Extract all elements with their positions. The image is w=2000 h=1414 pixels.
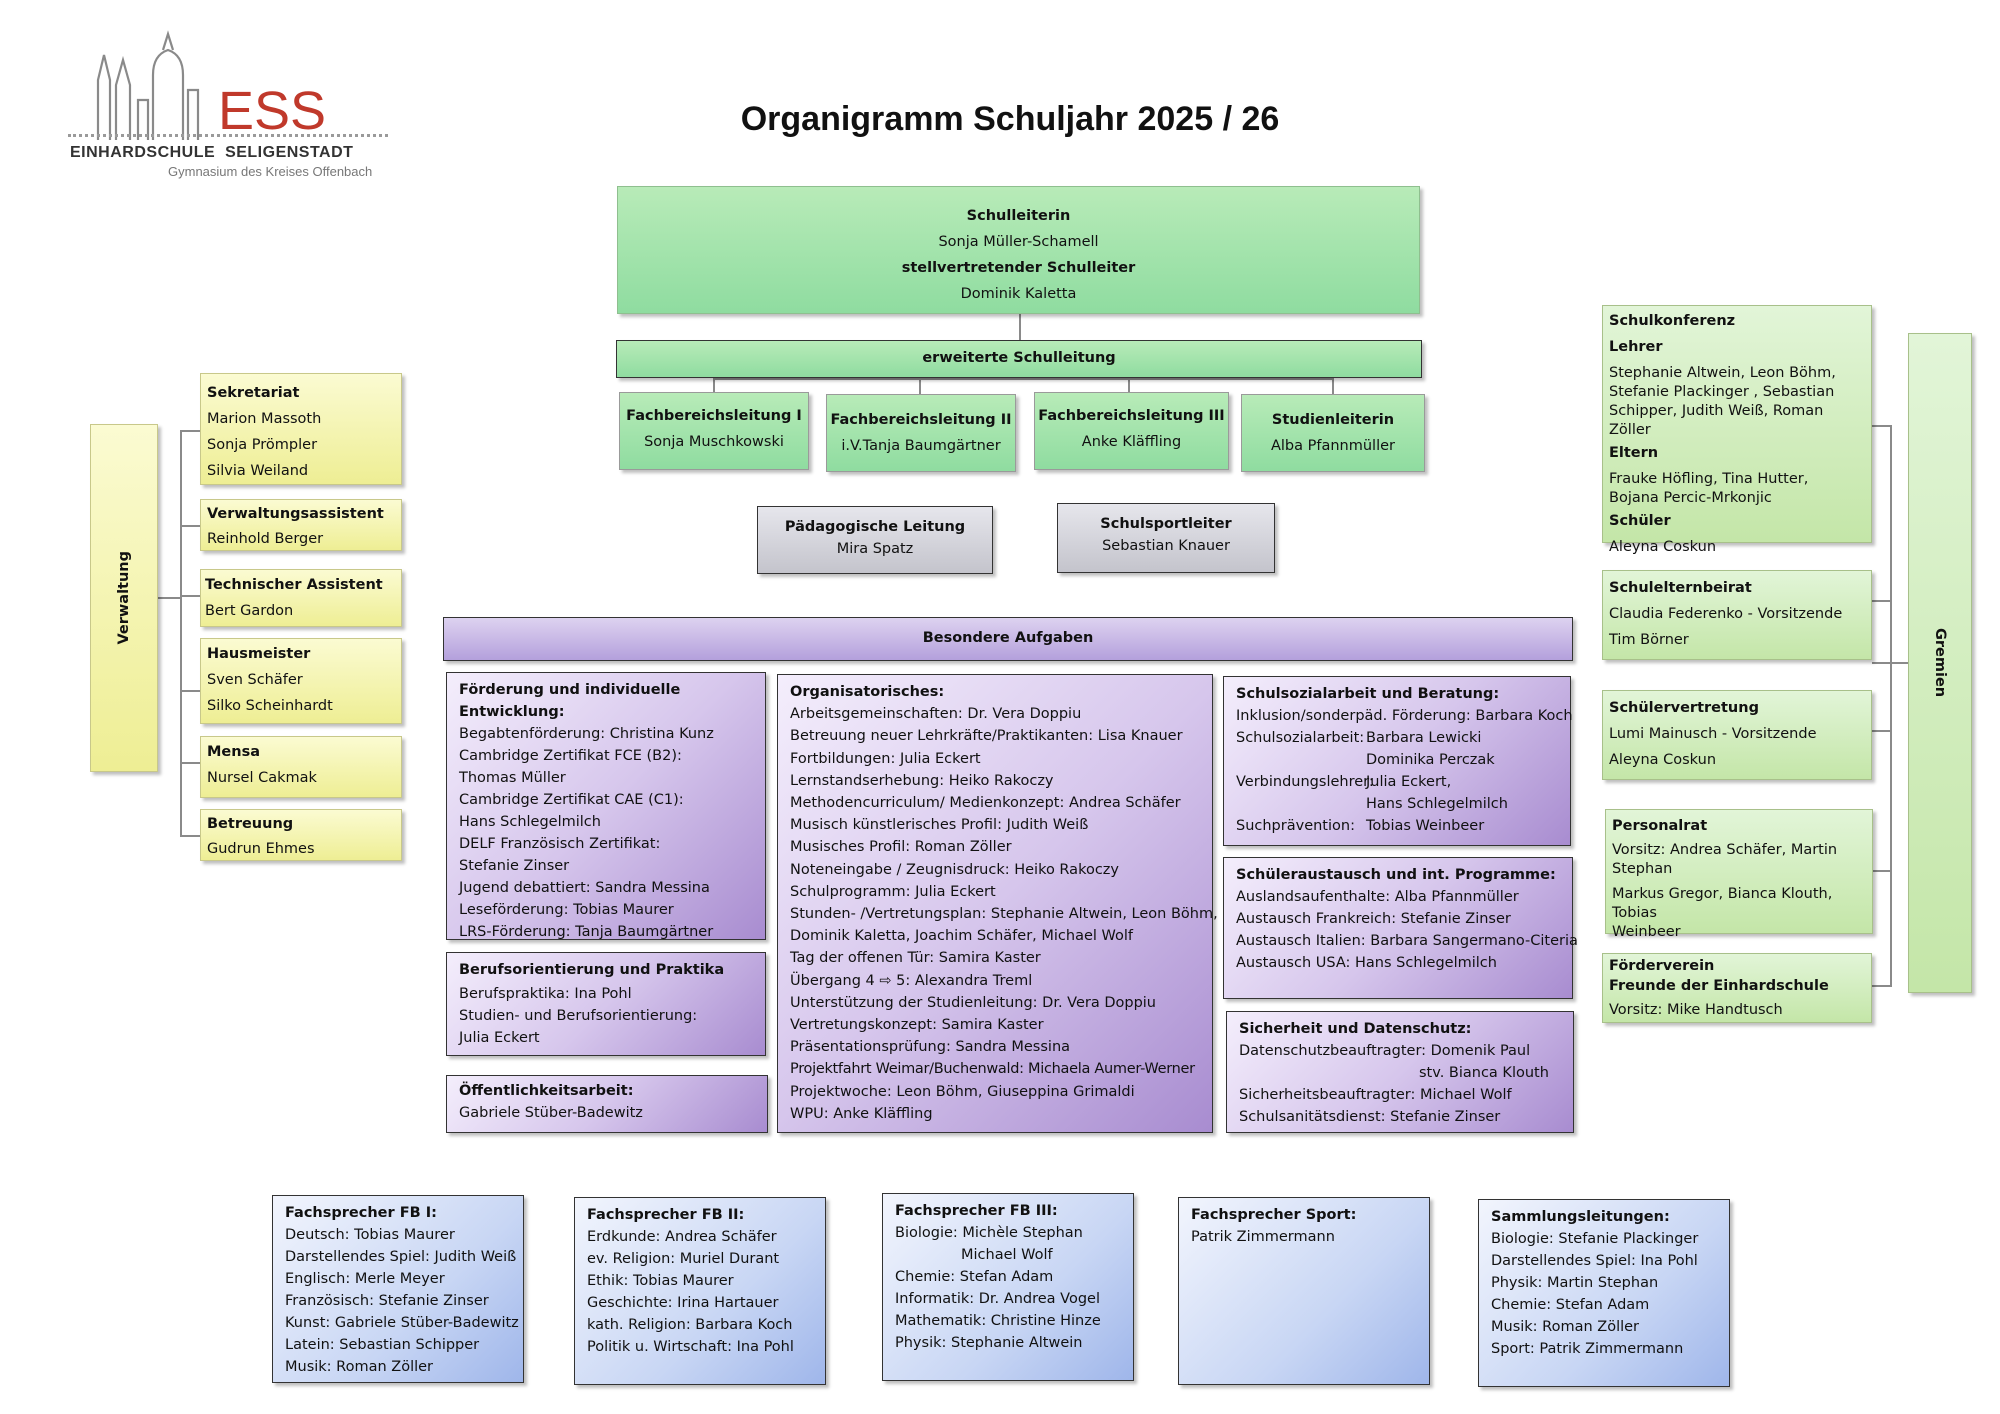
connector	[919, 378, 921, 394]
box-line: Schulprogramm: Julia Eckert	[790, 883, 996, 900]
verwaltung-label	[90, 424, 158, 772]
box-line: Stephanie Altwein, Leon Böhm,	[1609, 365, 1836, 381]
box-line: Projektfahrt Weimar/Buchenwald: Michaela Aumer-Werner	[790, 1061, 1195, 1078]
school-logo	[68, 30, 398, 180]
sicherheit-datenschutz-box	[1226, 1011, 1574, 1133]
box-title: Personalrat	[1612, 818, 1708, 834]
box-line: Latein: Sebastian Schipper	[285, 1337, 480, 1353]
hausmeister-box	[200, 638, 402, 724]
box-line: Sonja Prömpler	[207, 437, 318, 453]
oeffentlichkeitsarbeit-box	[446, 1075, 768, 1133]
besondere-aufgaben-bar: Besondere Aufgaben	[443, 617, 1573, 661]
connector	[180, 430, 200, 432]
verwaltungsassistent-box	[200, 499, 402, 551]
connector	[180, 430, 182, 835]
box-line: Bojana Percic-Mrkonjic	[1609, 490, 1772, 506]
gremien-label	[1908, 333, 1972, 993]
box-title: Organisatorisches:	[790, 684, 945, 700]
box-line: Arbeitsgemeinschaften: Dr. Vera Doppiu	[790, 706, 1082, 723]
box-line: Vertretungskonzept: Samira Kaster	[790, 1017, 1044, 1034]
box-line: Tim Börner	[1609, 632, 1689, 648]
box-line: Sicherheitsbeauftragter: Michael Wolf	[1239, 1087, 1512, 1103]
logo-subtitle: Gymnasium des Kreises Offenbach	[168, 164, 373, 179]
connector	[158, 597, 180, 599]
box-line: Michael Wolf	[961, 1247, 1053, 1263]
pair-value: Barbara Lewicki	[1366, 730, 1482, 746]
studienleiterin-box	[1241, 394, 1425, 472]
fachbereich-name: Alba Pfannmüller	[1270, 438, 1395, 454]
box-title: Sekretariat	[207, 385, 300, 401]
paed-title: Pädagogische Leitung	[784, 519, 966, 535]
box-line: Austausch Italien: Barbara Sangermano-Citeria	[1236, 933, 1578, 949]
sekretariat-box	[200, 373, 402, 485]
verwaltung-label-text: Verwaltung	[116, 551, 132, 645]
box-line: WPU: Anke Kläffling	[790, 1105, 933, 1122]
pair-key	[1236, 749, 1366, 771]
box-line: Französisch: Stefanie Zinser	[285, 1293, 489, 1309]
box-line: Stefanie Plackinger , Sebastian	[1609, 384, 1835, 400]
personalrat-box	[1605, 809, 1873, 940]
box-line: Biologie: Michèle Stephan	[895, 1225, 1083, 1241]
schueleraustausch-box	[1223, 857, 1578, 999]
foerderung-box	[446, 672, 766, 940]
box-title: Schülervertretung	[1609, 700, 1759, 716]
fachbereich-title: Studienleiterin	[1271, 412, 1395, 428]
schulleiterin-name: Sonja Müller-Schamell	[938, 234, 1099, 250]
connector	[1019, 314, 1021, 340]
fachsprecher-fb1-box	[272, 1195, 524, 1383]
box-title: Fachsprecher FB I:	[285, 1205, 437, 1221]
box-subtitle: Schüler	[1609, 513, 1671, 529]
schulleitung-box	[617, 186, 1420, 314]
connector	[1872, 600, 1892, 602]
box-title: Förderung und individuelle Entwicklung:	[459, 682, 681, 720]
box-line: Musik: Roman Zöller	[285, 1359, 434, 1375]
box-line: Informatik: Dr. Andrea Vogel	[895, 1291, 1100, 1307]
box-line: Fortbildungen: Julia Eckert	[790, 750, 981, 767]
connector	[180, 690, 200, 692]
box-subtitle: Eltern	[1609, 445, 1659, 461]
box-line: Stefanie Zinser	[459, 858, 570, 874]
fachbereich-2-box	[826, 394, 1016, 472]
box-title: Schüleraustausch und int. Programme:	[1236, 867, 1556, 883]
box-line: Tag der offenen Tür: Samira Kaster	[790, 950, 1041, 967]
box-title: Verwaltungsassistent	[207, 506, 384, 522]
box-line: Auslandsaufenthalte: Alba Pfannmüller	[1236, 889, 1519, 905]
box-line: Ethik: Tobias Maurer	[587, 1273, 734, 1289]
betreuung-box	[200, 809, 402, 861]
box-line: Weinbeer	[1612, 924, 1681, 940]
box-line: Frauke Höfling, Tina Hutter,	[1609, 471, 1809, 487]
box-line: Cambridge Zertifikat CAE (C1):	[459, 792, 684, 808]
box-line: Geschichte: Irina Hartauer	[587, 1295, 779, 1311]
pair-key: Suchprävention:	[1236, 818, 1355, 834]
schulsportleiter-box	[1057, 503, 1275, 573]
sammlungsleitungen-box	[1478, 1199, 1730, 1387]
box-line: Claudia Federenko - Vorsitzende	[1609, 606, 1843, 622]
logo-ess: ESS	[218, 81, 327, 141]
box-line: Hans Schlegelmilch	[459, 814, 601, 830]
fachbereich-name: i.V.Tanja Baumgärtner	[841, 438, 1001, 454]
stellvertreter-title: stellvertretender Schulleiter	[901, 260, 1136, 276]
box-line: Gabriele Stüber-Badewitz	[459, 1105, 643, 1121]
box-title: Berufsorientierung und Praktika	[459, 962, 725, 978]
connector	[1890, 425, 1892, 985]
box-title: Schulsozialarbeit und Beratung:	[1236, 686, 1500, 702]
box-line: Stunden- /Vertretungsplan: Stephanie Altwein, Leon Böhm,	[790, 906, 1218, 923]
box-line: Musik: Roman Zöller	[1491, 1319, 1640, 1335]
box-title: Freunde der Einhardschule	[1609, 978, 1829, 994]
fachbereich-name: Anke Kläffling	[1081, 434, 1182, 450]
fachsprecher-sport-box	[1178, 1197, 1430, 1385]
pair-value: Hans Schlegelmilch	[1366, 796, 1508, 812]
box-line: Chemie: Stefan Adam	[1491, 1297, 1650, 1313]
box-line: Cambridge Zertifikat FCE (B2):	[459, 748, 682, 764]
box-line: Aleyna Coskun	[1609, 752, 1717, 768]
box-line: Projektwoche: Leon Böhm, Giuseppina Grimaldi	[790, 1083, 1135, 1100]
box-line: Politik u. Wirtschaft: Ina Pohl	[587, 1339, 794, 1355]
connector	[180, 595, 200, 597]
box-line: Austausch Frankreich: Stefanie Zinser	[1236, 911, 1511, 927]
box-line: Schulsanitätsdienst: Stefanie Zinser	[1239, 1109, 1501, 1125]
connector	[713, 378, 1333, 380]
berufsorientierung-box	[446, 952, 766, 1056]
pair-value: Dominika Perczak	[1366, 752, 1495, 768]
connector	[180, 762, 200, 764]
pair-key: Schulsozialarbeit:	[1236, 730, 1365, 746]
connector	[1872, 870, 1892, 872]
schulelternbeirat-box	[1602, 570, 1872, 660]
box-line: Darstellendes Spiel: Judith Weiß	[285, 1249, 517, 1265]
fachbereich-name: Sonja Muschkowski	[644, 434, 784, 450]
fachbereich-3-box	[1034, 392, 1229, 470]
box-title: Technischer Assistent	[205, 577, 383, 593]
fachbereich-1-box	[619, 392, 809, 470]
logo-school-name: EINHARDSCHULE SELIGENSTADT	[70, 144, 354, 161]
box-title: Fachsprecher FB II:	[587, 1207, 745, 1223]
sport-name: Sebastian Knauer	[1102, 538, 1230, 554]
box-line: Inklusion/sonderpäd. Förderung: Barbara Koch	[1236, 708, 1573, 724]
box-title: Betreuung	[207, 816, 294, 832]
box-line: Silko Scheinhardt	[207, 698, 333, 714]
connector	[1128, 378, 1130, 392]
box-line: Vorsitz: Andrea Schäfer, Martin	[1612, 842, 1838, 858]
box-title: Fachsprecher FB III:	[895, 1203, 1058, 1219]
box-line: stv. Bianca Klouth	[1419, 1065, 1549, 1081]
box-line: Markus Gregor, Bianca Klouth, Tobias	[1612, 886, 1833, 921]
paed-name: Mira Spatz	[836, 541, 914, 557]
box-title: Fachsprecher Sport:	[1191, 1207, 1357, 1223]
schulsozialarbeit-box	[1223, 676, 1571, 846]
box-line: Methodencurriculum/ Medienkonzept: Andrea Schäfer	[790, 795, 1181, 812]
box-line: Aleyna Coskun	[1609, 539, 1717, 555]
box-line: Reinhold Berger	[207, 531, 324, 547]
box-title: Mensa	[207, 744, 261, 760]
sport-title: Schulsportleiter	[1100, 516, 1232, 532]
box-line: LRS-Förderung: Tanja Baumgärtner	[459, 924, 714, 940]
box-line: ev. Religion: Muriel Durant	[587, 1251, 780, 1267]
box-line: Bert Gardon	[205, 603, 294, 619]
box-line: Gudrun Ehmes	[207, 841, 315, 857]
box-line: Physik: Martin Stephan	[1491, 1275, 1659, 1291]
fachbereich-title: Fachbereichsleitung I	[626, 408, 802, 424]
box-line: Präsentationsprüfung: Sandra Messina	[790, 1039, 1071, 1056]
box-line: Mathematik: Christine Hinze	[895, 1313, 1101, 1329]
fachsprecher-fb3-box	[882, 1193, 1134, 1381]
connector	[1332, 378, 1334, 394]
box-subtitle: Lehrer	[1609, 339, 1663, 355]
schuelervertretung-box	[1602, 690, 1872, 780]
erweiterte-schulleitung-box: erweiterte Schulleitung	[616, 340, 1422, 378]
box-line: Stephan	[1612, 861, 1673, 877]
gremien-label-text: Gremien	[1932, 628, 1948, 698]
box-title: Förderverein	[1609, 958, 1715, 974]
box-line: Sport: Patrik Zimmermann	[1491, 1341, 1684, 1357]
mensa-box	[200, 736, 402, 798]
connector	[180, 525, 200, 527]
connector	[1872, 425, 1892, 427]
box-line: Julia Eckert	[459, 1030, 540, 1046]
box-title: Sicherheit und Datenschutz:	[1239, 1021, 1472, 1037]
box-line: Schipper, Judith Weiß, Roman Zöller	[1609, 403, 1824, 438]
box-title: Hausmeister	[207, 646, 311, 662]
box-line: Studien- und Berufsorientierung:	[459, 1008, 698, 1024]
box-line: Betreuung neuer Lehrkräfte/Praktikanten: Lisa Knauer	[790, 728, 1183, 745]
box-title: Sammlungsleitungen:	[1491, 1209, 1670, 1225]
schulleiterin-title: Schulleiterin	[966, 208, 1071, 224]
connector	[713, 378, 715, 392]
box-line: Silvia Weiland	[207, 463, 309, 479]
box-line: Musisches Profil: Roman Zöller	[790, 839, 1012, 856]
schulkonferenz-box	[1602, 305, 1872, 555]
box-line: Thomas Müller	[459, 770, 566, 786]
box-line: DELF Französisch Zertifikat:	[459, 836, 661, 852]
box-line: Marion Massoth	[207, 411, 322, 427]
box-line: Unterstützung der Studienleitung: Dr. Vera Doppiu	[790, 994, 1156, 1011]
box-title: Schulelternbeirat	[1609, 580, 1752, 596]
box-line: Biologie: Stefanie Plackinger	[1491, 1231, 1699, 1247]
box-line: Sven Schäfer	[207, 672, 303, 688]
box-line: Nursel Cakmak	[207, 770, 317, 786]
pair-value: Julia Eckert,	[1366, 774, 1452, 790]
box-line: Lernstandserhebung: Heiko Rakoczy	[790, 772, 1054, 789]
box-line: Austausch USA: Hans Schlegelmilch	[1236, 955, 1497, 971]
box-line: kath. Religion: Barbara Koch	[587, 1317, 793, 1333]
box-line: Deutsch: Tobias Maurer	[285, 1227, 455, 1243]
box-line: Noteneingabe / Zeugnisdruck: Heiko Rakoczy	[790, 861, 1119, 878]
box-line: Musisch künstlerisches Profil: Judith Weiß	[790, 817, 1089, 834]
fachbereich-title: Fachbereichsleitung II	[830, 412, 1012, 428]
box-title: Öffentlichkeitsarbeit:	[459, 1083, 634, 1099]
box-line: Berufspraktika: Ina Pohl	[459, 986, 632, 1002]
fachbereich-title: Fachbereichsleitung III	[1038, 408, 1225, 424]
box-line: Physik: Stephanie Altwein	[895, 1335, 1083, 1351]
box-title: Schulkonferenz	[1609, 313, 1736, 329]
box-line: Lumi Mainusch - Vorsitzende	[1609, 726, 1817, 742]
box-line: Übergang 4 ⇨ 5: Alexandra Treml	[790, 972, 1033, 989]
box-line: Jugend debattiert: Sandra Messina	[459, 880, 710, 896]
box-line: Darstellendes Spiel: Ina Pohl	[1491, 1253, 1698, 1269]
technischer-assistent-box	[200, 569, 402, 627]
church-towers-icon	[68, 30, 238, 145]
organisatorisches-box	[777, 674, 1218, 1133]
connector	[180, 835, 200, 837]
box-line: Begabtenförderung: Christina Kunz	[459, 726, 714, 742]
connector	[1872, 985, 1892, 987]
fachsprecher-fb2-box	[574, 1197, 826, 1385]
box-line: Vorsitz: Mike Handtusch	[1609, 1002, 1783, 1018]
pair-key	[1236, 793, 1366, 815]
foerderverein-box	[1602, 953, 1872, 1023]
box-line: Chemie: Stefan Adam	[895, 1269, 1054, 1285]
box-line: Dominik Kaletta, Joachim Schäfer, Michael Wolf	[790, 928, 1134, 945]
box-line: Leseförderung: Tobias Maurer	[459, 902, 674, 918]
page-title: Organigramm Schuljahr 2025 / 26	[740, 100, 1280, 138]
pair-value: Tobias Weinbeer	[1366, 818, 1485, 834]
connector	[1872, 730, 1892, 732]
pair-key: Verbindungslehrer:	[1236, 774, 1374, 790]
box-line: Englisch: Merle Meyer	[285, 1271, 445, 1287]
box-line: Erdkunde: Andrea Schäfer	[587, 1229, 777, 1245]
stellvertreter-name: Dominik Kaletta	[960, 286, 1077, 302]
box-line: Datenschutzbeauftragter: Domenik Paul	[1239, 1043, 1531, 1059]
box-line: Patrik Zimmermann	[1191, 1229, 1335, 1245]
box-line: Kunst: Gabriele Stüber-Badewitz	[285, 1315, 519, 1331]
paedagogische-leitung-box	[757, 506, 993, 574]
